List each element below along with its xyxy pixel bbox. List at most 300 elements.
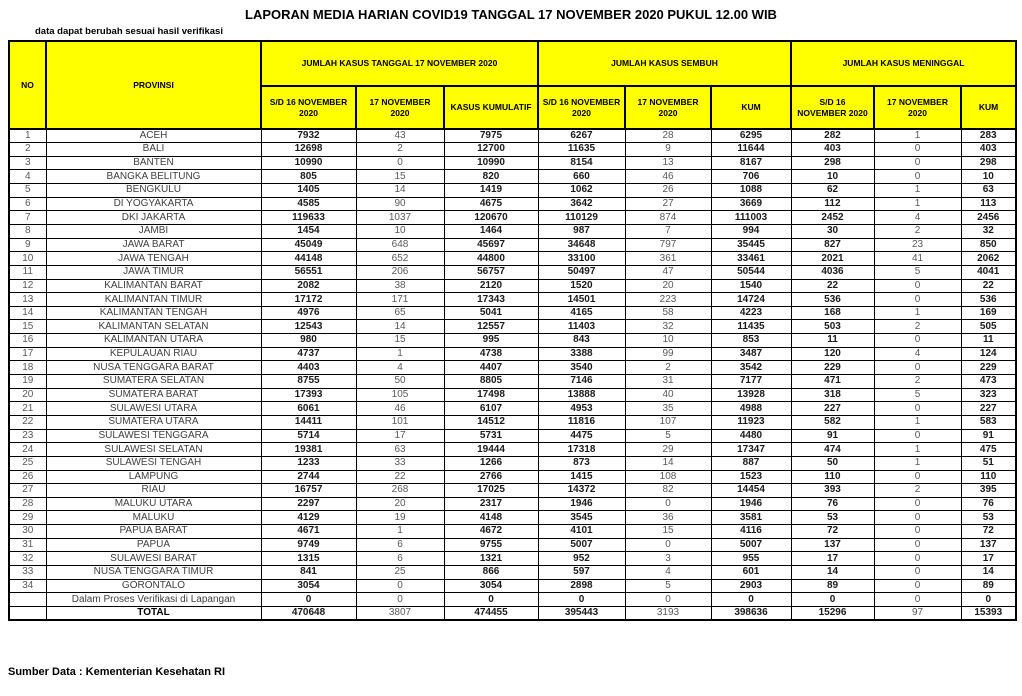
value-cell: 1946: [538, 497, 625, 511]
value-cell: 0: [874, 402, 961, 416]
covid-report-table: [8, 40, 1017, 621]
value-cell: 4: [874, 347, 961, 361]
value-cell: 298: [961, 156, 1016, 170]
value-cell: 952: [538, 552, 625, 566]
value-cell: 40: [625, 388, 711, 402]
row-number: 27: [9, 484, 46, 498]
value-cell: 25: [356, 566, 444, 580]
row-label: Dalam Proses Verifikasi di Lapangan: [46, 593, 261, 607]
value-cell: 120: [791, 347, 874, 361]
value-cell: 112: [791, 197, 874, 211]
value-cell: 99: [625, 347, 711, 361]
value-cell: 58: [625, 306, 711, 320]
value-cell: 3542: [711, 361, 791, 375]
value-cell: 536: [961, 293, 1016, 307]
value-cell: 4475: [538, 429, 625, 443]
value-cell: 50544: [711, 265, 791, 279]
value-cell: 107: [625, 415, 711, 429]
value-cell: 0: [874, 579, 961, 593]
value-cell: 41: [874, 252, 961, 266]
province-name: JAWA BARAT: [46, 238, 261, 252]
table-row: [9, 429, 1016, 443]
value-cell: 169: [961, 306, 1016, 320]
province-name: JAMBI: [46, 224, 261, 238]
row-number: 11: [9, 265, 46, 279]
value-cell: 14454: [711, 484, 791, 498]
table-row: [9, 143, 1016, 157]
value-cell: 706: [711, 170, 791, 184]
value-cell: 9: [625, 143, 711, 157]
value-cell: 474: [791, 443, 874, 457]
header-kasus-sd16: S/D 16 NOVEMBER 2020: [261, 86, 356, 129]
table-row: [9, 511, 1016, 525]
value-cell: 4675: [444, 197, 538, 211]
row-number: 15: [9, 320, 46, 334]
value-cell: 797: [625, 238, 711, 252]
province-name: NUSA TENGGARA TIMUR: [46, 566, 261, 580]
value-cell: 1520: [538, 279, 625, 293]
value-cell: 0: [625, 593, 711, 607]
value-cell: 17172: [261, 293, 356, 307]
value-cell: 4101: [538, 525, 625, 539]
value-cell: 171: [356, 293, 444, 307]
value-cell: 6107: [444, 402, 538, 416]
value-cell: 15393: [961, 606, 1016, 620]
value-cell: 22: [961, 279, 1016, 293]
value-cell: 15: [625, 525, 711, 539]
value-cell: 805: [261, 170, 356, 184]
value-cell: 827: [791, 238, 874, 252]
value-cell: 4480: [711, 429, 791, 443]
value-cell: 4036: [791, 265, 874, 279]
province-name: LAMPUNG: [46, 470, 261, 484]
value-cell: 3193: [625, 606, 711, 620]
row-number: 32: [9, 552, 46, 566]
value-cell: 13: [625, 156, 711, 170]
header-meninggal-sd16: S/D 16 NOVEMBER 2020: [791, 86, 874, 129]
table-row: [9, 388, 1016, 402]
province-name: SUMATERA BARAT: [46, 388, 261, 402]
value-cell: 113: [961, 197, 1016, 211]
table-row: [9, 211, 1016, 225]
province-name: SULAWESI SELATAN: [46, 443, 261, 457]
province-name: JAWA TIMUR: [46, 265, 261, 279]
table-row: [9, 375, 1016, 389]
value-cell: 0: [874, 566, 961, 580]
value-cell: 1: [874, 197, 961, 211]
value-cell: 12698: [261, 143, 356, 157]
value-cell: 63: [961, 184, 1016, 198]
value-cell: 4976: [261, 306, 356, 320]
value-cell: 1: [874, 456, 961, 470]
row-number: 8: [9, 224, 46, 238]
value-cell: 474455: [444, 606, 538, 620]
value-cell: 19: [356, 511, 444, 525]
table-row: [9, 306, 1016, 320]
value-cell: 470648: [261, 606, 356, 620]
province-name: SULAWESI UTARA: [46, 402, 261, 416]
value-cell: 34648: [538, 238, 625, 252]
row-number: 17: [9, 347, 46, 361]
value-cell: 1523: [711, 470, 791, 484]
row-number: 14: [9, 306, 46, 320]
value-cell: 0: [538, 593, 625, 607]
value-cell: 62: [791, 184, 874, 198]
value-cell: 0: [625, 497, 711, 511]
value-cell: 0: [874, 334, 961, 348]
value-cell: 223: [625, 293, 711, 307]
value-cell: 89: [791, 579, 874, 593]
value-cell: 7177: [711, 375, 791, 389]
value-cell: 3388: [538, 347, 625, 361]
value-cell: 31: [625, 375, 711, 389]
value-cell: 873: [538, 456, 625, 470]
value-cell: 17343: [444, 293, 538, 307]
row-number: 30: [9, 525, 46, 539]
value-cell: 3669: [711, 197, 791, 211]
value-cell: 15296: [791, 606, 874, 620]
value-cell: 4585: [261, 197, 356, 211]
table-row: [9, 224, 1016, 238]
province-name: SULAWESI BARAT: [46, 552, 261, 566]
value-cell: 536: [791, 293, 874, 307]
value-cell: 0: [874, 429, 961, 443]
value-cell: 17347: [711, 443, 791, 457]
value-cell: 2: [874, 484, 961, 498]
row-number: 20: [9, 388, 46, 402]
province-name: KALIMANTAN TENGAH: [46, 306, 261, 320]
value-cell: 33100: [538, 252, 625, 266]
row-number: 23: [9, 429, 46, 443]
value-cell: 14: [961, 566, 1016, 580]
province-name: MALUKU UTARA: [46, 497, 261, 511]
value-cell: 298: [791, 156, 874, 170]
value-cell: 4116: [711, 525, 791, 539]
value-cell: 11435: [711, 320, 791, 334]
value-cell: 2120: [444, 279, 538, 293]
value-cell: 0: [444, 593, 538, 607]
value-cell: 17: [791, 552, 874, 566]
value-cell: 4403: [261, 361, 356, 375]
province-name: NUSA TENGGARA BARAT: [46, 361, 261, 375]
value-cell: 5: [874, 388, 961, 402]
value-cell: 1419: [444, 184, 538, 198]
value-cell: 0: [874, 525, 961, 539]
value-cell: 601: [711, 566, 791, 580]
value-cell: 110129: [538, 211, 625, 225]
value-cell: 5: [625, 579, 711, 593]
header-group-meninggal: JUMLAH KASUS MENINGGAL: [791, 41, 1016, 86]
value-cell: 17025: [444, 484, 538, 498]
row-number: 18: [9, 361, 46, 375]
value-cell: 45697: [444, 238, 538, 252]
value-cell: 4737: [261, 347, 356, 361]
value-cell: 1062: [538, 184, 625, 198]
province-name: BALI: [46, 143, 261, 157]
row-number: 26: [9, 470, 46, 484]
value-cell: 0: [874, 361, 961, 375]
value-cell: 2: [874, 320, 961, 334]
value-cell: 1088: [711, 184, 791, 198]
value-cell: 4953: [538, 402, 625, 416]
table-row: [9, 238, 1016, 252]
value-cell: 0: [791, 593, 874, 607]
province-name: SULAWESI TENGAH: [46, 456, 261, 470]
value-cell: 850: [961, 238, 1016, 252]
value-cell: 887: [711, 456, 791, 470]
value-cell: 56551: [261, 265, 356, 279]
value-cell: 660: [538, 170, 625, 184]
value-cell: 65: [356, 306, 444, 320]
value-cell: 22: [356, 470, 444, 484]
value-cell: 10: [625, 334, 711, 348]
value-cell: 26: [625, 184, 711, 198]
row-number: 28: [9, 497, 46, 511]
value-cell: 503: [791, 320, 874, 334]
value-cell: 0: [874, 511, 961, 525]
value-cell: 13888: [538, 388, 625, 402]
row-number: 29: [9, 511, 46, 525]
table-row: [9, 566, 1016, 580]
province-name: BANTEN: [46, 156, 261, 170]
value-cell: 2082: [261, 279, 356, 293]
value-cell: 582: [791, 415, 874, 429]
value-cell: 2744: [261, 470, 356, 484]
value-cell: 110: [961, 470, 1016, 484]
table-row: [9, 484, 1016, 498]
value-cell: 7146: [538, 375, 625, 389]
value-cell: 17: [961, 552, 1016, 566]
value-cell: 53: [961, 511, 1016, 525]
value-cell: 1315: [261, 552, 356, 566]
page-title: LAPORAN MEDIA HARIAN COVID19 TANGGAL 17 NOVEMBER 2020 PUKUL 12.00 WIB: [245, 7, 777, 22]
table-row: [9, 184, 1016, 198]
value-cell: 72: [791, 525, 874, 539]
value-cell: 4: [625, 566, 711, 580]
value-cell: 15: [356, 334, 444, 348]
value-cell: 1037: [356, 211, 444, 225]
value-cell: 5041: [444, 306, 538, 320]
value-cell: 89: [961, 579, 1016, 593]
value-cell: 5714: [261, 429, 356, 443]
value-cell: 12557: [444, 320, 538, 334]
value-cell: 12543: [261, 320, 356, 334]
table-row: [9, 334, 1016, 348]
value-cell: 11403: [538, 320, 625, 334]
value-cell: 38: [356, 279, 444, 293]
value-cell: 4407: [444, 361, 538, 375]
value-cell: 471: [791, 375, 874, 389]
table-row: [9, 443, 1016, 457]
value-cell: 101: [356, 415, 444, 429]
value-cell: 2: [356, 143, 444, 157]
province-name: KEPULAUAN RIAU: [46, 347, 261, 361]
value-cell: 5731: [444, 429, 538, 443]
value-cell: 229: [961, 361, 1016, 375]
value-cell: 4041: [961, 265, 1016, 279]
table-row: [9, 252, 1016, 266]
value-cell: 4165: [538, 306, 625, 320]
value-cell: 11635: [538, 143, 625, 157]
province-name: GORONTALO: [46, 579, 261, 593]
value-cell: 46: [356, 402, 444, 416]
value-cell: 19444: [444, 443, 538, 457]
value-cell: 91: [961, 429, 1016, 443]
value-cell: 5: [874, 265, 961, 279]
verification-row: [9, 593, 1016, 607]
value-cell: 820: [444, 170, 538, 184]
value-cell: 97: [874, 606, 961, 620]
table-header: [9, 41, 1016, 129]
header-kasus-17nov: 17 NOVEMBER 2020: [356, 86, 444, 129]
row-number: 1: [9, 129, 46, 143]
value-cell: 11816: [538, 415, 625, 429]
table-row: [9, 456, 1016, 470]
value-cell: 995: [444, 334, 538, 348]
value-cell: 3054: [444, 579, 538, 593]
value-cell: 1: [874, 184, 961, 198]
value-cell: 36: [625, 511, 711, 525]
value-cell: 3054: [261, 579, 356, 593]
row-number: 31: [9, 538, 46, 552]
value-cell: 987: [538, 224, 625, 238]
table-row: [9, 320, 1016, 334]
value-cell: 2021: [791, 252, 874, 266]
value-cell: 3545: [538, 511, 625, 525]
province-name: BANGKA BELITUNG: [46, 170, 261, 184]
value-cell: 72: [961, 525, 1016, 539]
row-label: TOTAL: [46, 606, 261, 620]
value-cell: 1321: [444, 552, 538, 566]
value-cell: 10990: [444, 156, 538, 170]
value-cell: 110: [791, 470, 874, 484]
value-cell: 11: [791, 334, 874, 348]
value-cell: 318: [791, 388, 874, 402]
value-cell: 6267: [538, 129, 625, 143]
row-number: 5: [9, 184, 46, 198]
value-cell: 47: [625, 265, 711, 279]
value-cell: 2297: [261, 497, 356, 511]
row-number: 16: [9, 334, 46, 348]
row-number: 10: [9, 252, 46, 266]
value-cell: 33: [356, 456, 444, 470]
value-cell: 105: [356, 388, 444, 402]
value-cell: 4671: [261, 525, 356, 539]
value-cell: 4129: [261, 511, 356, 525]
province-name: RIAU: [46, 484, 261, 498]
value-cell: 17318: [538, 443, 625, 457]
province-name: SUMATERA SELATAN: [46, 375, 261, 389]
value-cell: 1: [874, 129, 961, 143]
value-cell: 2452: [791, 211, 874, 225]
value-cell: 137: [791, 538, 874, 552]
value-cell: 1: [874, 306, 961, 320]
verification-note: data dapat berubah sesuai hasil verifikasi: [35, 26, 223, 37]
header-no: NO: [9, 41, 46, 129]
value-cell: 33461: [711, 252, 791, 266]
row-number: 4: [9, 170, 46, 184]
value-cell: 395443: [538, 606, 625, 620]
value-cell: 11644: [711, 143, 791, 157]
value-cell: 229: [791, 361, 874, 375]
value-cell: 403: [961, 143, 1016, 157]
province-name: KALIMANTAN SELATAN: [46, 320, 261, 334]
province-name: KALIMANTAN UTARA: [46, 334, 261, 348]
value-cell: 0: [874, 170, 961, 184]
value-cell: 652: [356, 252, 444, 266]
value-cell: 12700: [444, 143, 538, 157]
value-cell: 15: [356, 170, 444, 184]
value-cell: 361: [625, 252, 711, 266]
value-cell: 227: [791, 402, 874, 416]
value-cell: 8154: [538, 156, 625, 170]
province-name: MALUKU: [46, 511, 261, 525]
value-cell: 32: [961, 224, 1016, 238]
value-cell: 583: [961, 415, 1016, 429]
value-cell: 0: [874, 156, 961, 170]
value-cell: 168: [791, 306, 874, 320]
value-cell: 980: [261, 334, 356, 348]
table-row: [9, 552, 1016, 566]
value-cell: 76: [791, 497, 874, 511]
value-cell: 1946: [711, 497, 791, 511]
value-cell: 23: [874, 238, 961, 252]
value-cell: 0: [711, 593, 791, 607]
value-cell: 76: [961, 497, 1016, 511]
province-name: SULAWESI TENGGARA: [46, 429, 261, 443]
value-cell: 1233: [261, 456, 356, 470]
value-cell: 0: [874, 293, 961, 307]
value-cell: 0: [356, 156, 444, 170]
value-cell: 0: [874, 552, 961, 566]
header-group-sembuh: JUMLAH KASUS SEMBUH: [538, 41, 791, 86]
value-cell: 22: [791, 279, 874, 293]
value-cell: 1266: [444, 456, 538, 470]
value-cell: 45049: [261, 238, 356, 252]
value-cell: 841: [261, 566, 356, 580]
value-cell: 395: [961, 484, 1016, 498]
value-cell: 13928: [711, 388, 791, 402]
province-name: DKI JAKARTA: [46, 211, 261, 225]
table-row: [9, 497, 1016, 511]
province-name: DI YOGYAKARTA: [46, 197, 261, 211]
value-cell: 2: [874, 375, 961, 389]
value-cell: 597: [538, 566, 625, 580]
table-row: [9, 279, 1016, 293]
row-number: 25: [9, 456, 46, 470]
value-cell: 8167: [711, 156, 791, 170]
value-cell: 2062: [961, 252, 1016, 266]
table-row: [9, 197, 1016, 211]
value-cell: 14: [791, 566, 874, 580]
value-cell: 7: [625, 224, 711, 238]
value-cell: 17393: [261, 388, 356, 402]
value-cell: 843: [538, 334, 625, 348]
value-cell: 44800: [444, 252, 538, 266]
table-row: [9, 415, 1016, 429]
row-number: 3: [9, 156, 46, 170]
table-row: [9, 470, 1016, 484]
value-cell: 46: [625, 170, 711, 184]
value-cell: 1454: [261, 224, 356, 238]
row-number: [9, 593, 46, 607]
table-row: [9, 347, 1016, 361]
total-row: [9, 606, 1016, 620]
value-cell: 8755: [261, 375, 356, 389]
value-cell: 4: [874, 211, 961, 225]
value-cell: 10: [356, 224, 444, 238]
value-cell: 5007: [538, 538, 625, 552]
